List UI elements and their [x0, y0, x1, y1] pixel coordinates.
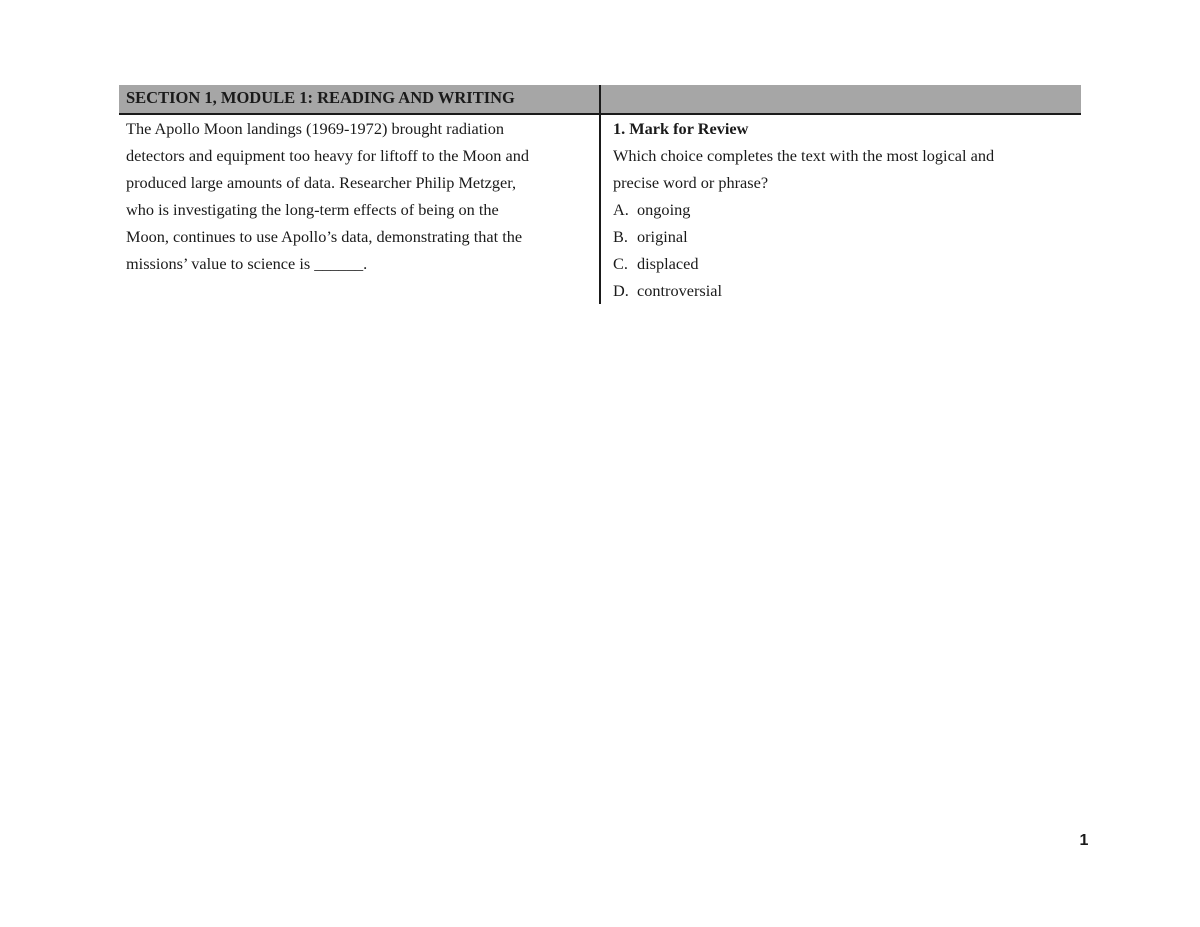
option-letter: C.: [613, 254, 628, 273]
header-empty-cell: [601, 85, 1081, 113]
option-letter: D.: [613, 281, 629, 300]
passage-line: missions’ value to science is ______.: [126, 254, 368, 273]
page-number: 1: [1079, 832, 1089, 849]
passage-cell: [119, 115, 599, 304]
table-header-row: [119, 85, 1081, 115]
answer-option-a[interactable]: [613, 196, 1073, 223]
passage-line: Moon, continues to use Apollo’s data, demonstrating that the: [126, 227, 523, 246]
passage-line: produced large amounts of data. Researcher Philip Metzger,: [126, 173, 517, 192]
option-text: displaced: [637, 254, 699, 273]
question-cell: [601, 115, 1081, 304]
option-text: original: [637, 227, 688, 246]
option-text: controversial: [637, 281, 722, 300]
passage-line: detectors and equipment too heavy for liftoff to the Moon and: [126, 146, 530, 165]
section-header: SECTION 1, MODULE 1: READING AND WRITING: [126, 88, 515, 107]
option-text: ongoing: [637, 200, 691, 219]
question-table: [119, 85, 1081, 304]
answer-option-c[interactable]: [613, 250, 1073, 277]
option-letter: A.: [613, 200, 629, 219]
passage-line: who is investigating the long-term effects of being on the: [126, 200, 499, 219]
option-letter: B.: [613, 227, 628, 246]
question-prompt-line: Which choice completes the text with the most logical and: [613, 146, 995, 165]
answer-option-d[interactable]: [613, 277, 1073, 304]
mark-for-review-title[interactable]: 1. Mark for Review: [613, 119, 749, 138]
passage-line: The Apollo Moon landings (1969-1972) brought radiation: [126, 119, 505, 138]
question-prompt-line: precise word or phrase?: [613, 173, 769, 192]
answer-option-b[interactable]: [613, 223, 1073, 250]
table-body-row: [119, 115, 1081, 304]
